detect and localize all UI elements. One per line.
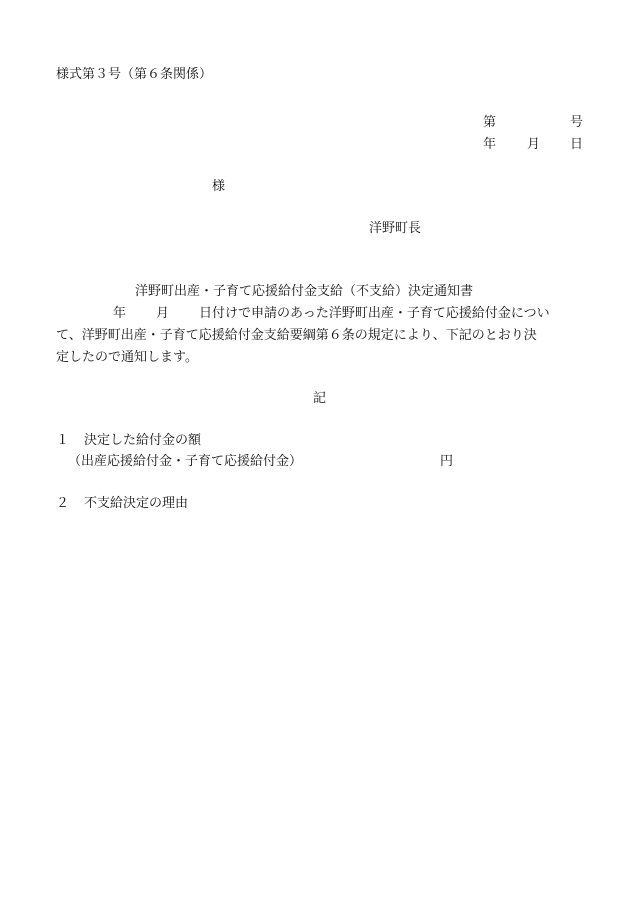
record-item-2-number: ２ [56, 496, 70, 511]
record-heading: 記 [313, 391, 327, 406]
body-text-line-1 [56, 307, 550, 320]
recipient-honorific: 様 [212, 179, 226, 194]
record-item-1-unit: 円 [440, 454, 454, 469]
record-item-1-number: １ [56, 433, 70, 448]
record-item-2 [56, 497, 188, 510]
record-item-1-detail: （出産応援給付金・子育て応援給付金） [68, 454, 303, 469]
body-line-1-rest: 日付けで申請のあった洋野町出産・子育て応援給付金につい [199, 306, 550, 321]
body-text-line-2: て、洋野町出産・子育て応援給付金支給要綱第６条の規定により、下記のとおり決 [56, 328, 537, 343]
document-number-suffix: 号 [570, 115, 584, 130]
body-month-label: 月 [156, 306, 170, 321]
body-year-label: 年 [113, 306, 127, 321]
issuer-name: 洋野町長 [369, 221, 422, 236]
date-month-label: 月 [527, 137, 541, 152]
date-day-label: 日 [570, 137, 584, 152]
record-item-1-label: 決定した給付金の額 [84, 433, 202, 448]
document-number-prefix: 第 [483, 115, 497, 130]
form-number-label: 様式第３号（第６条関係） [56, 67, 213, 82]
record-item-2-label: 不支給決定の理由 [84, 496, 189, 511]
notice-title: 洋野町出産・子育て応援給付金支給（不支給）決定通知書 [135, 284, 474, 299]
date-year-label: 年 [483, 137, 497, 152]
record-item-1 [56, 434, 201, 447]
body-text-line-3: 定したので通知します。 [56, 350, 198, 365]
